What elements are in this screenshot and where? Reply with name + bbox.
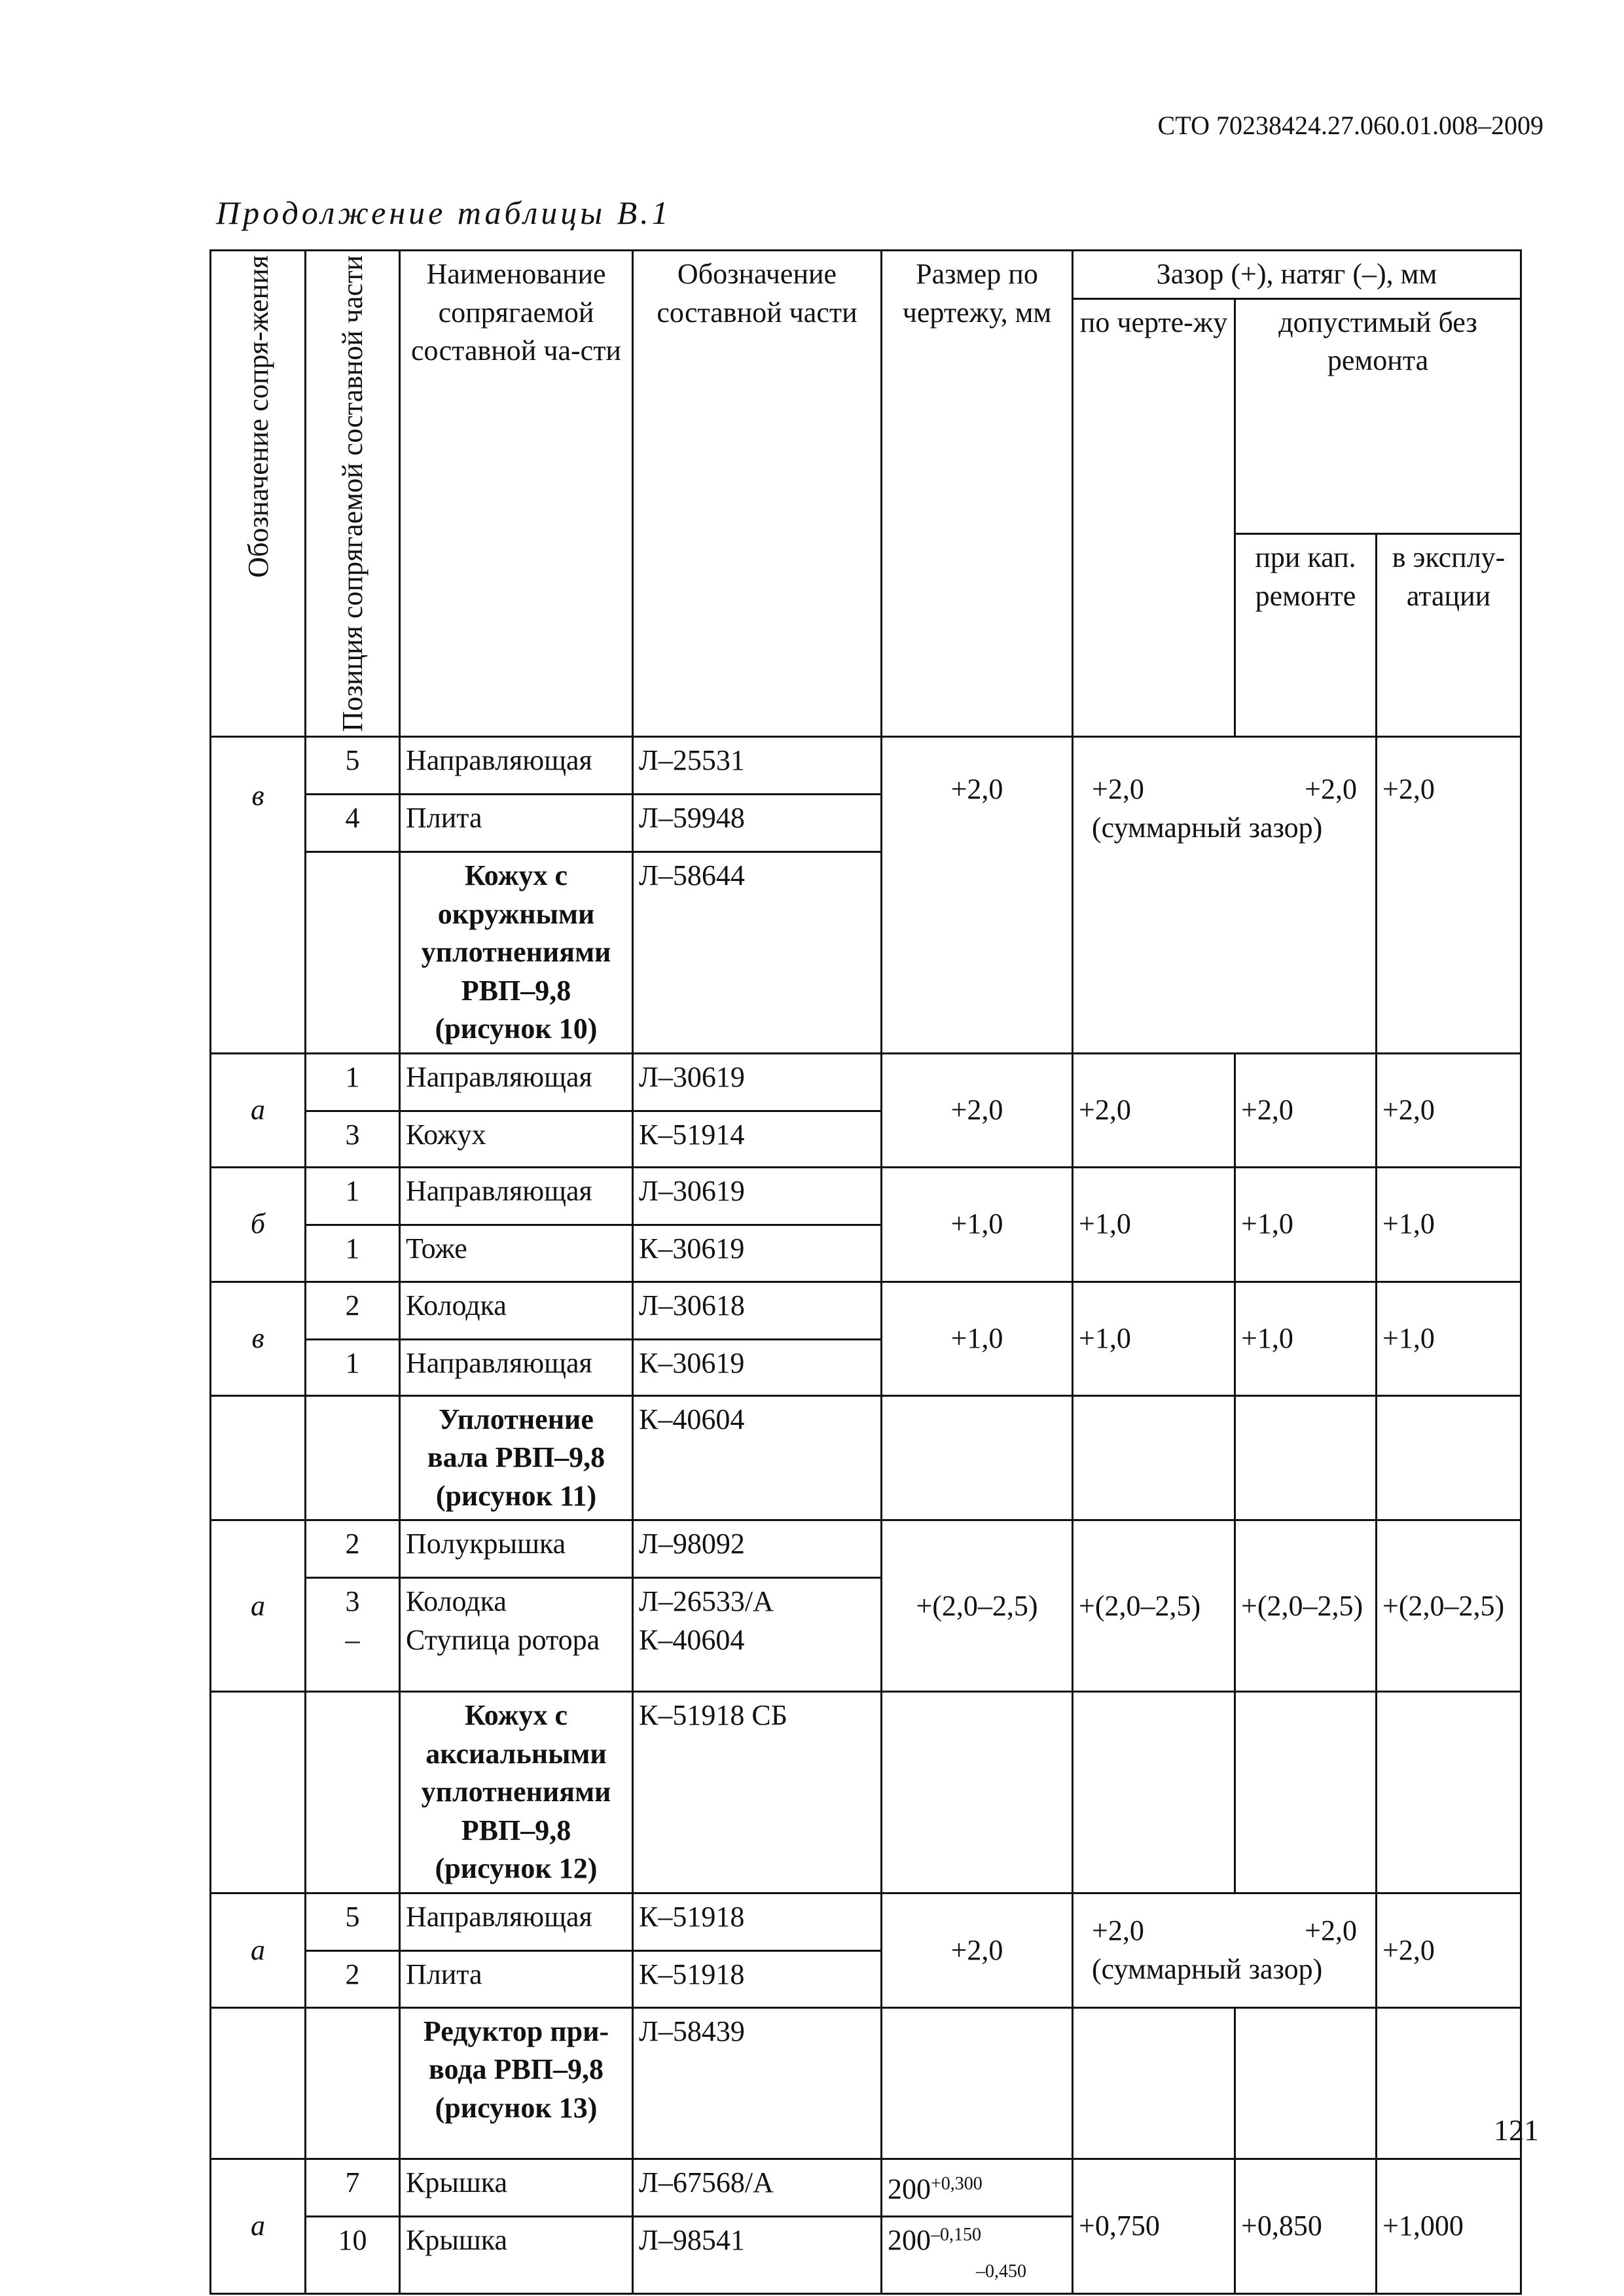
- gap-operation: +1,000: [1377, 2159, 1521, 2293]
- section-title: Редуктор при-вода РВП–9,8 (рисунок 13): [400, 2007, 633, 2159]
- part-name: Направляющая: [400, 1339, 633, 1395]
- drawing-size: +2,0: [882, 1893, 1073, 2007]
- gap-major-repair: +2,0: [1305, 1914, 1357, 1947]
- table-caption: Продолжение таблицы В.1: [216, 194, 672, 231]
- header-row: [211, 251, 1521, 299]
- joint-mark: в: [211, 1282, 306, 1395]
- empty-cell: [306, 1692, 400, 1893]
- part-name: Колодка: [406, 1585, 507, 1618]
- part-name: Крышка: [400, 2216, 633, 2293]
- part-code: К–51918: [633, 1950, 882, 2007]
- header-joint-mark: Обозначение сопря-жения: [211, 251, 306, 737]
- gap-operation: +2,0: [1377, 737, 1521, 1054]
- part-code: Л–25531: [633, 737, 882, 795]
- section-title: Уплотнение вала РВП–9,8 (рисунок 11): [400, 1395, 633, 1520]
- part-code: Л–30618: [633, 1282, 882, 1339]
- size-upper-tolerance: –0,150: [931, 2224, 981, 2245]
- drawing-size: +2,0: [882, 737, 1073, 1054]
- empty-cell: [1235, 2007, 1377, 2159]
- part-code: К–30619: [633, 1339, 882, 1395]
- part-code: К–30619: [633, 1225, 882, 1282]
- gap-operation: +1,0: [1377, 1167, 1521, 1282]
- part-code: Л–98092: [633, 1520, 882, 1578]
- empty-cell: [1073, 2007, 1235, 2159]
- empty-cell: [1377, 1692, 1521, 1893]
- header-part-code: Обозначение составной части: [633, 251, 882, 737]
- position: 5: [306, 1893, 400, 1950]
- joint-mark: а: [211, 1053, 306, 1167]
- table-row: [211, 1282, 1521, 1339]
- joint-mark: а: [211, 1520, 306, 1692]
- position: 2: [306, 1520, 400, 1578]
- part-name: Направляющая: [400, 1053, 633, 1111]
- part-code: Л–67568/А: [633, 2159, 882, 2216]
- part-name: Ступица ротора: [406, 1623, 600, 1656]
- position: 1: [306, 1053, 400, 1111]
- gap-major-repair: +0,850: [1235, 2159, 1377, 2293]
- gap-operation: +2,0: [1377, 1893, 1521, 2007]
- section-code: Л–58439: [633, 2007, 882, 2159]
- header-drawing-size: Размер по чертежу, мм: [882, 251, 1073, 737]
- document-code: СТО 70238424.27.060.01.008–2009: [1157, 111, 1543, 140]
- position: 2: [306, 1282, 400, 1339]
- summary-gap-note: (суммарный зазор): [1092, 811, 1323, 844]
- position: 1: [306, 1167, 400, 1225]
- part-code: Л–59948: [633, 795, 882, 852]
- table-row: [211, 2159, 1521, 2216]
- size-base: 200: [888, 2172, 931, 2205]
- gap-major-repair: +2,0: [1305, 773, 1357, 806]
- joint-mark: а: [211, 2159, 306, 2293]
- part-name: Колодка: [400, 1282, 633, 1339]
- empty-cell: [306, 2007, 400, 2159]
- joint-mark: а: [211, 1893, 306, 2007]
- header-operation: в эксплу-атации: [1377, 534, 1521, 737]
- table-row: [211, 1520, 1521, 1578]
- part-code: Л–98541: [633, 2216, 882, 2293]
- joint-mark: б: [211, 1167, 306, 1282]
- section-code: К–51918 СБ: [633, 1692, 882, 1893]
- table-row: [211, 1167, 1521, 1225]
- gap-by-drawing: +2,0: [1092, 773, 1144, 806]
- summary-gap-cell: [1073, 1893, 1377, 2007]
- part-code: К–40604: [639, 1623, 745, 1656]
- size-lower-tolerance: –0,450: [976, 2261, 1026, 2282]
- part-name: Направляющая: [400, 737, 633, 795]
- position: 1: [306, 1225, 400, 1282]
- table-row: [211, 1893, 1521, 1950]
- drawing-size: +1,0: [882, 1282, 1073, 1395]
- part-code: Л–30619: [633, 1053, 882, 1111]
- part-name: Плита: [400, 795, 633, 852]
- header-position: Позиция сопрягаемой составной части: [306, 251, 400, 737]
- empty-cell: [1235, 1692, 1377, 1893]
- part-name: Тоже: [400, 1225, 633, 1282]
- empty-cell: [882, 1395, 1073, 1520]
- empty-cell: [306, 1395, 400, 1520]
- empty-cell: [1235, 1395, 1377, 1520]
- part-name: Плита: [400, 1950, 633, 2007]
- section-code: Л–58644: [633, 852, 882, 1054]
- position: –: [345, 1623, 360, 1656]
- gap-major-repair: +2,0: [1235, 1053, 1377, 1167]
- drawing-size: +(2,0–2,5): [882, 1520, 1073, 1692]
- page-number: 121: [1494, 2113, 1539, 2147]
- drawing-size: +2,0: [882, 1053, 1073, 1167]
- empty-cell: [306, 852, 400, 1054]
- part-name: Направляющая: [400, 1167, 633, 1225]
- size-base: 200: [888, 2223, 931, 2256]
- empty-cell: [211, 2007, 306, 2159]
- position: 1: [306, 1339, 400, 1395]
- section-row: [211, 2007, 1521, 2159]
- section-title: Кожух с окружными уплотнениями РВП–9,8 (рисунок 10): [400, 852, 633, 1054]
- empty-cell: [882, 2007, 1073, 2159]
- table-row: [211, 1053, 1521, 1111]
- section-code: К–40604: [633, 1395, 882, 1520]
- gap-operation: +2,0: [1377, 1053, 1521, 1167]
- gap-by-drawing: +2,0: [1092, 1914, 1144, 1947]
- position: 4: [306, 795, 400, 852]
- part-code: Л–30619: [633, 1167, 882, 1225]
- empty-cell: [1377, 1395, 1521, 1520]
- part-name: Полукрышка: [400, 1520, 633, 1578]
- gap-operation: +1,0: [1377, 1282, 1521, 1395]
- empty-cell: [211, 1692, 306, 1893]
- gap-by-drawing: +1,0: [1073, 1167, 1235, 1282]
- part-code: Л–26533/А: [639, 1585, 774, 1618]
- empty-cell: [1073, 1395, 1235, 1520]
- position: 3: [345, 1585, 360, 1618]
- position: 10: [306, 2216, 400, 2293]
- part-name: Направляющая: [400, 1893, 633, 1950]
- part-name-cell: [400, 1578, 633, 1692]
- gap-by-drawing: +(2,0–2,5): [1073, 1520, 1235, 1692]
- position: 3: [306, 1111, 400, 1167]
- gap-by-drawing: +2,0: [1073, 1053, 1235, 1167]
- header-gap-group: Зазор (+), натяг (–), мм: [1073, 251, 1521, 299]
- empty-cell: [1073, 1692, 1235, 1893]
- part-code-cell: [633, 1578, 882, 1692]
- fit-table: [209, 249, 1522, 2295]
- header-part-name: Наименование сопрягаемой составной ча-сти: [400, 251, 633, 737]
- section-title: Кожух с аксиальными уплотнениями РВП–9,8 (рисунок 12): [400, 1692, 633, 1893]
- position-cell: [306, 1578, 400, 1692]
- part-name: Крышка: [400, 2159, 633, 2216]
- drawing-size: +1,0: [882, 1167, 1073, 1282]
- header-allowed-group: допустимый без ремонта: [1235, 298, 1521, 534]
- empty-cell: [882, 1692, 1073, 1893]
- header-by-drawing: по черте-жу: [1073, 298, 1235, 737]
- section-row: [211, 1395, 1521, 1520]
- drawing-size-cell: [882, 2159, 1073, 2216]
- joint-mark: в: [211, 737, 306, 1054]
- gap-major-repair: +1,0: [1235, 1167, 1377, 1282]
- summary-gap-note: (суммарный зазор): [1092, 1952, 1323, 1985]
- gap-major-repair: +1,0: [1235, 1282, 1377, 1395]
- gap-operation: +(2,0–2,5): [1377, 1520, 1521, 1692]
- gap-by-drawing: +1,0: [1073, 1282, 1235, 1395]
- table-row: [211, 737, 1521, 795]
- part-code: К–51914: [633, 1111, 882, 1167]
- drawing-size-cell: [882, 2216, 1073, 2293]
- size-upper-tolerance: +0,300: [931, 2173, 983, 2194]
- gap-by-drawing: +0,750: [1073, 2159, 1235, 2293]
- position: 5: [306, 737, 400, 795]
- summary-gap-cell: [1073, 737, 1377, 1054]
- part-code: К–51918: [633, 1893, 882, 1950]
- empty-cell: [211, 1395, 306, 1520]
- position: 7: [306, 2159, 400, 2216]
- gap-major-repair: +(2,0–2,5): [1235, 1520, 1377, 1692]
- header-major-repair: при кап. ремонте: [1235, 534, 1377, 737]
- part-name: Кожух: [400, 1111, 633, 1167]
- position: 2: [306, 1950, 400, 2007]
- section-row: [211, 1692, 1521, 1893]
